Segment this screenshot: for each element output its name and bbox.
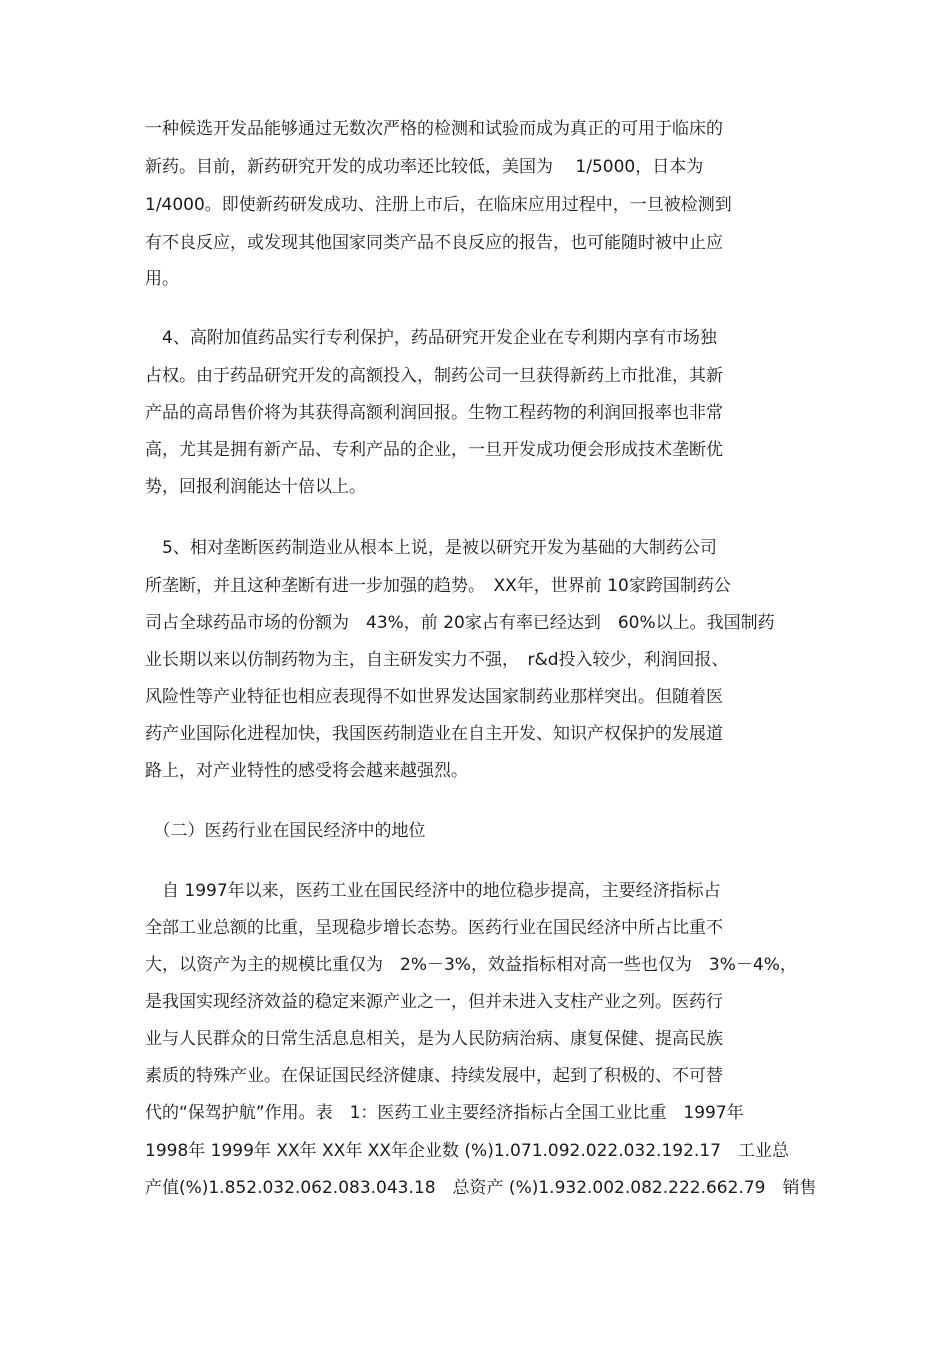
- text-line: 占权。由于药品研究开发的高额投入，制药公司一旦获得新药上市批准，其新: [145, 366, 723, 386]
- text-line: 是我国实现经济效益的稳定来源产业之一，但并未进入支柱产业之列。医药行: [145, 992, 723, 1012]
- text-line: 业与人民群众的日常生活息息相关，是为人民防病治病、康复保健、提高民族: [145, 1029, 723, 1049]
- text-line: 一种候选开发品能够通过无数次严格的检测和试验而成为真正的可用于临床的: [145, 119, 723, 139]
- text-line: 自 1997年以来，医药工业在国民经济中的地位稳步提高，主要经济指标占: [145, 881, 721, 901]
- text-line: 路上，对产业特性的感受将会越来越强烈。: [145, 761, 468, 781]
- text-line: 新药。目前，新药研究开发的成功率还比较低，美国为 1/5000，日本为: [145, 157, 704, 177]
- text-line: 4、高附加值药品实行专利保护，药品研究开发企业在专利期内享有市场独: [145, 328, 717, 348]
- text-line: 1998年 1999年 XX年 XX年 XX年企业数 (%)1.071.092.022.032.192.17 工业总: [145, 1141, 789, 1161]
- text-line: 1/4000。即使新药研发成功、注册上市后，在临床应用过程中，一旦被检测到: [145, 195, 732, 215]
- text-line: 势，回报利润能达十倍以上。: [145, 477, 366, 497]
- text-line: 产值(%)1.852.032.062.083.043.18 总资产 (%)1.932.002.082.222.662.79 销售: [145, 1178, 817, 1198]
- section-heading: （二）医药行业在国民经济中的地位: [145, 821, 426, 841]
- text-line: 全部工业总额的比重，呈现稳步增长态势。医药行业在国民经济中所占比重不: [145, 918, 723, 938]
- text-line: 用。: [145, 269, 179, 289]
- text-line: 业长期以来以仿制药物为主，自主研发实力不强， r&d投入较少，利润回报、: [145, 650, 729, 670]
- text-line: 素质的特殊产业。在保证国民经济健康、持续发展中，起到了积极的、不可替: [145, 1066, 723, 1086]
- text-line: 所垄断，并且这种垄断有进一步加强的趋势。 XX年，世界前 10家跨国制药公: [145, 576, 731, 596]
- text-line: 有不良反应，或发现其他国家同类产品不良反应的报告，也可能随时被中止应: [145, 233, 723, 253]
- text-line: 代的“保驾护航”作用。表 1：医药工业主要经济指标占全国工业比重 1997年: [145, 1103, 744, 1123]
- text-line: 大，以资产为主的规模比重仅为 2%－3%，效益指标相对高一些也仅为 3%－4%，: [145, 955, 797, 975]
- text-line: 风险性等产业特征也相应表现得不如世界发达国家制药业那样突出。但随着医: [145, 687, 723, 707]
- text-line: 高，尤其是拥有新产品、专利产品的企业，一旦开发成功便会形成技术垄断优: [145, 440, 723, 460]
- text-line: 药产业国际化进程加快，我国医药制造业在自主开发、知识产权保护的发展道: [145, 724, 723, 744]
- text-line: 司占全球药品市场的份额为 43%，前 20家占有率已经达到 60%以上。我国制药: [145, 613, 775, 633]
- text-line: 产品的高昂售价将为其获得高额利润回报。生物工程药物的利润回报率也非常: [145, 403, 723, 423]
- text-line: 5、相对垄断医药制造业从根本上说，是被以研究开发为基础的大制药公司: [145, 538, 717, 558]
